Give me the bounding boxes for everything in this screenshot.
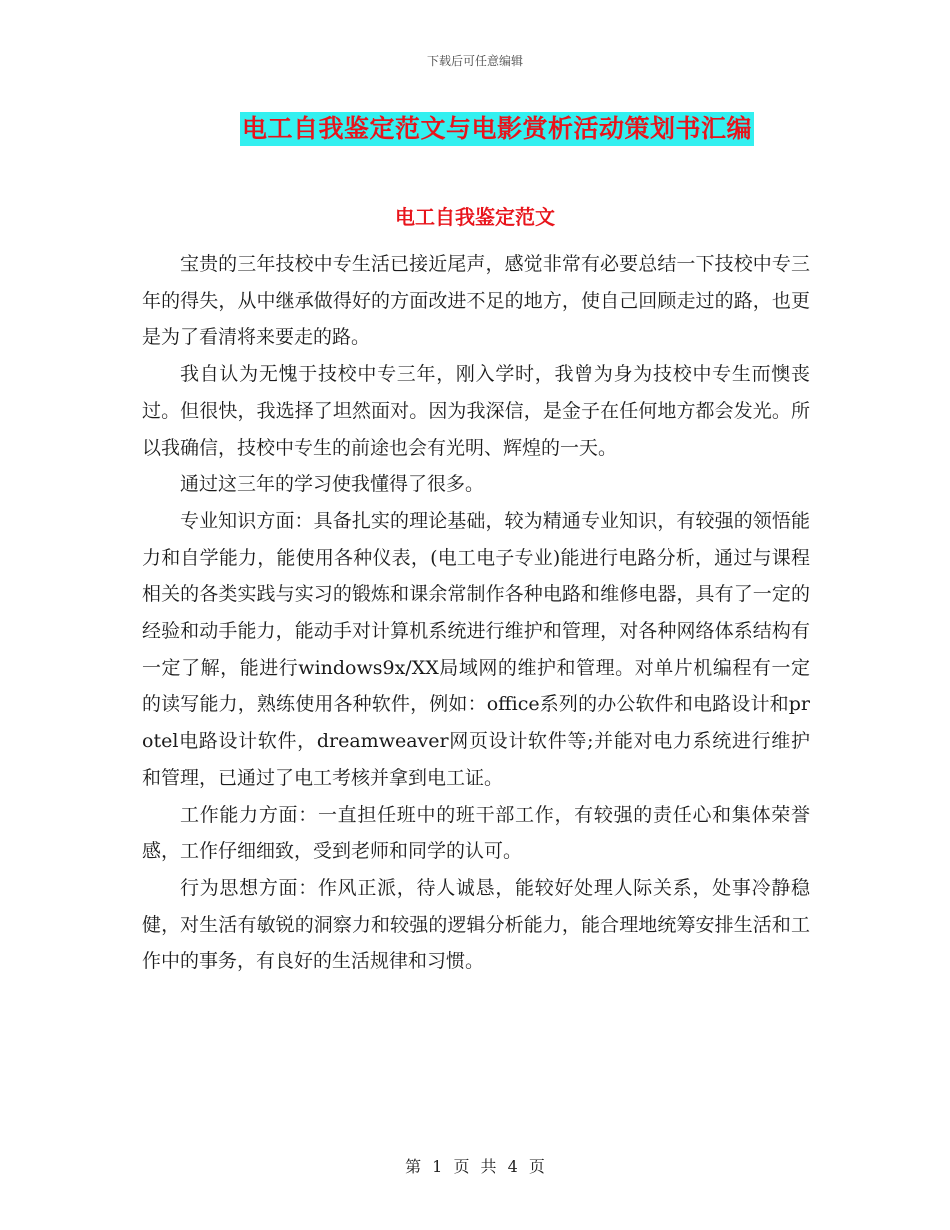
document-body <box>142 246 810 980</box>
document-title: 电工自我鉴定范文与电影赏析活动策划书汇编 <box>240 112 754 146</box>
paragraph: 专业知识方面：具备扎实的理论基础，较为精通专业知识，有较强的领悟能力和自学能力，能使用各种仪表，(电工电子专业)能进行电路分析，通过与课程相关的各类实践与实习的锻炼和课余常制作各种电路和维修电器，具有了一定的经验和动手能力，能动手对计算机系统进行维护和管理，对各种网络体系结构有一定了解，能进行windows9x/XX局域网的维护和管理。对单片机编程有一定的读写能力，熟练使用各种软件，例如：office系列的办公软件和电路设计和protel电路设计软件，dreamweaver网页设计软件等;并能对电力系统进行维护和管理，已通过了电工考核并拿到电工证。 <box>142 509 810 789</box>
paragraph: 我自认为无愧于技校中专三年，刚入学时，我曾为身为技校中专生而懊丧过。但很快，我选择了坦然面对。因为我深信，是金子在任何地方都会发光。所以我确信，技校中专生的前途也会有光明、辉煌的一天。 <box>142 363 810 459</box>
page-number-footer: 第 1 页 共 4 页 <box>405 1157 545 1176</box>
section-title: 电工自我鉴定范文 <box>395 205 555 229</box>
paragraph: 工作能力方面：一直担任班中的班干部工作，有较强的责任心和集体荣誉感，工作仔细细致，受到老师和同学的认可。 <box>142 803 810 863</box>
document-title-wrap <box>0 112 950 146</box>
header-note: 下载后可任意编辑 <box>426 54 523 68</box>
paragraph: 行为思想方面：作风正派，待人诚恳，能较好处理人际关系，处事冷静稳健，对生活有敏锐的洞察力和较强的逻辑分析能力，能合理地统筹安排生活和工作中的事务，有良好的生活规律和习惯。 <box>142 876 810 973</box>
paragraph: 通过这三年的学习使我懂得了很多。 <box>180 473 485 496</box>
paragraph: 宝贵的三年技校中专生活已接近尾声，感觉非常有必要总结一下技校中专三年的得失，从中继承做得好的方面改进不足的地方，使自己回顾走过的路，也更是为了看清将来要走的路。 <box>142 253 810 349</box>
